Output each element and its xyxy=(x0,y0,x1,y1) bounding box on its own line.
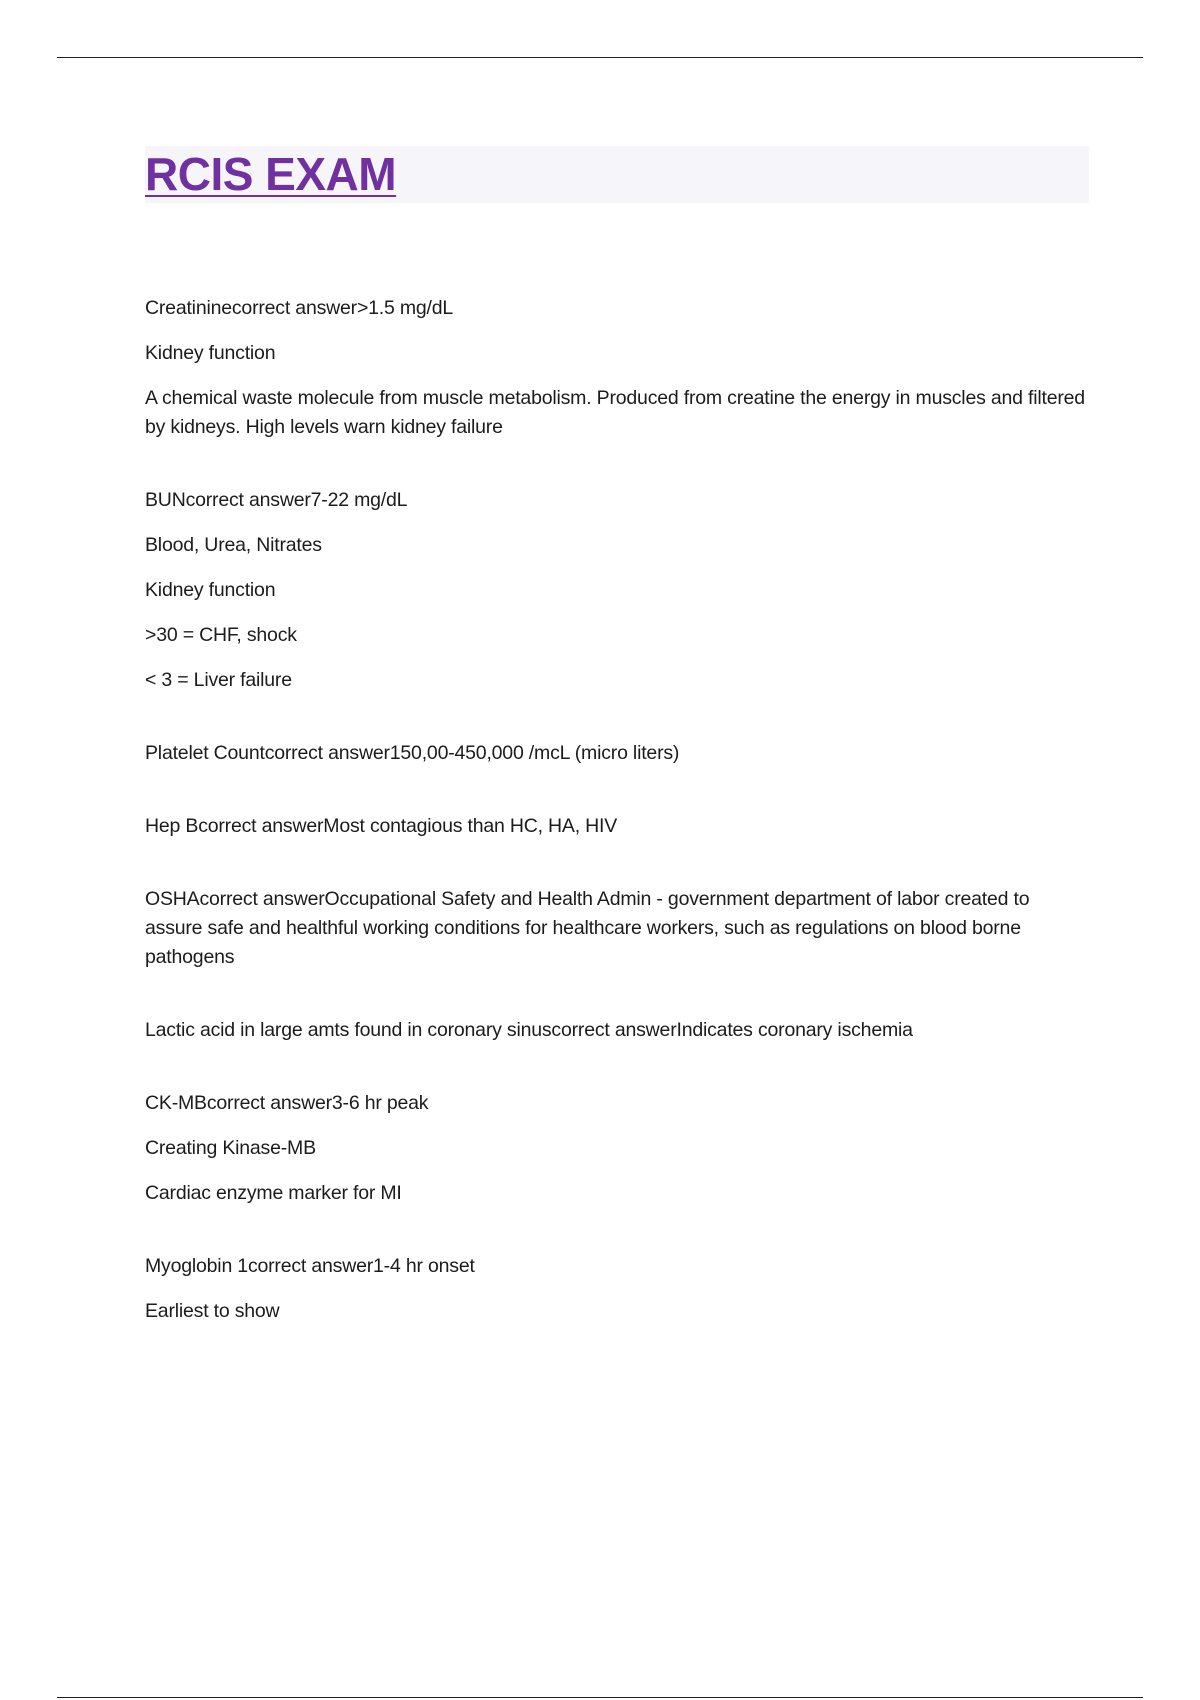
entry-line: CK-MBcorrect answer3-6 hr peak xyxy=(145,1092,429,1114)
entry-line: Blood, Urea, Nitrates xyxy=(145,534,322,556)
entry-line: BUNcorrect answer7-22 mg/dL xyxy=(145,489,408,511)
entry-line: Earliest to show xyxy=(145,1300,280,1322)
entry-myoglobin xyxy=(145,1252,1089,1326)
entry-line: < 3 = Liver failure xyxy=(145,669,292,691)
entry-ck-mb xyxy=(145,1089,1089,1208)
entry-line: Creating Kinase-MB xyxy=(145,1137,316,1159)
entry-lactic-acid xyxy=(145,1016,1089,1045)
entry-osha xyxy=(145,885,1089,972)
entry-hep-b xyxy=(145,812,1089,841)
entry-line: A chemical waste molecule from muscle metabolism. Produced from creatine the energy in muscles and filtered by kidneys. High levels warn kidney failure xyxy=(145,387,1085,438)
entry-line: Lactic acid in large amts found in coronary sinuscorrect answerIndicates coronary ischemia xyxy=(145,1019,913,1041)
entry-line: Creatininecorrect answer>1.5 mg/dL xyxy=(145,297,454,319)
entry-line: >30 = CHF, shock xyxy=(145,624,297,646)
document-title: RCIS EXAM xyxy=(145,148,397,200)
entry-bun xyxy=(145,486,1089,695)
entry-line: Platelet Countcorrect answer150,00-450,000 /mcL (micro liters) xyxy=(145,742,680,764)
entry-line: Cardiac enzyme marker for MI xyxy=(145,1182,402,1204)
entry-line: Hep Bcorrect answerMost contagious than HC, HA, HIV xyxy=(145,815,618,837)
top-rule xyxy=(57,57,1143,58)
entry-platelet-count xyxy=(145,739,1089,768)
bottom-rule xyxy=(57,1697,1143,1698)
entry-line: OSHAcorrect answerOccupational Safety and Health Admin - government department of labor created to assure safe and healthful working conditions for healthcare workers, such as regulations on blood borne pathogens xyxy=(145,888,1030,968)
entry-line: Kidney function xyxy=(145,342,276,364)
entry-line: Kidney function xyxy=(145,579,276,601)
document-body xyxy=(145,294,1089,1370)
entry-creatinine xyxy=(145,294,1089,442)
entry-line: Myoglobin 1correct answer1-4 hr onset xyxy=(145,1255,475,1277)
